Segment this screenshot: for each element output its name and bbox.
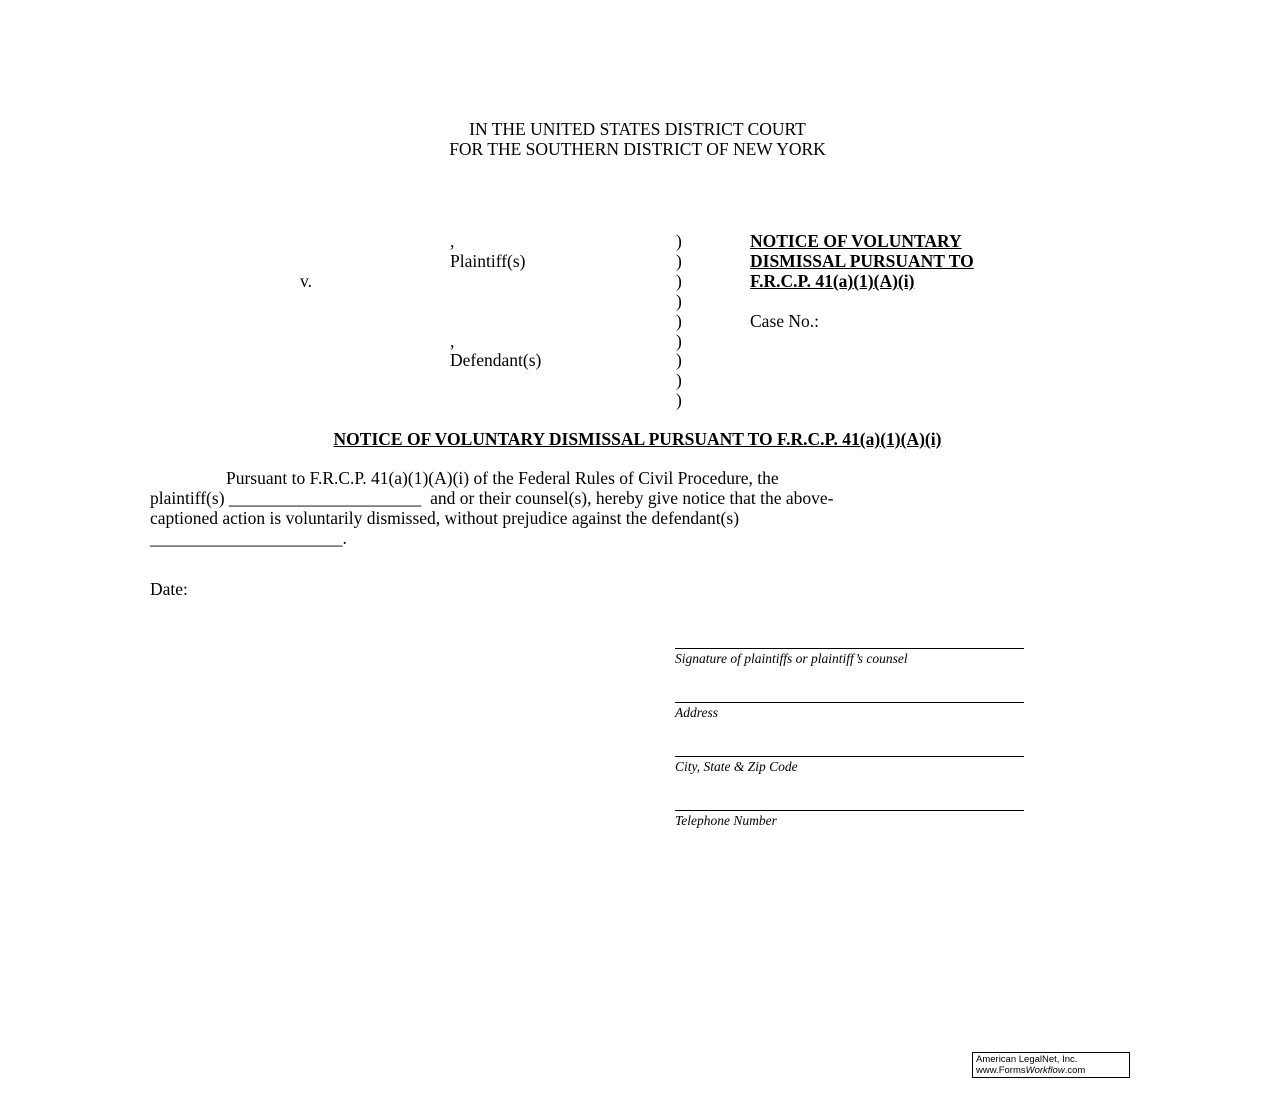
caption-title-line: NOTICE OF VOLUNTARY	[750, 231, 962, 251]
paren: )	[676, 291, 682, 311]
address-label: Address	[675, 705, 718, 720]
plaintiff-label: Plaintiff(s)	[450, 251, 526, 271]
court-name: IN THE UNITED STATES DISTRICT COURT	[469, 119, 806, 139]
document-title: NOTICE OF VOLUNTARY DISMISSAL PURSUANT TO F.R.C.P. 41(a)(1)(A)(i)	[333, 429, 942, 449]
body-line: plaintiff(s) ______________________ and or their counsel(s), hereby give notice that the above-	[150, 488, 834, 508]
body-line: captioned action is voluntarily dismissed, without prejudice against the defendant(s)	[150, 508, 740, 528]
telephone-label: Telephone Number	[675, 813, 777, 828]
body-line: Pursuant to F.R.C.P. 41(a)(1)(A)(i) of the Federal Rules of Civil Procedure, the	[226, 468, 779, 488]
defendant-label: Defendant(s)	[450, 350, 542, 370]
url-italic: Workflow	[1025, 1065, 1065, 1076]
paren: )	[676, 331, 682, 351]
body-line: ______________________.	[150, 528, 347, 548]
caption-title-line: F.R.C.P. 41(a)(1)(A)(i)	[750, 271, 915, 291]
versus: v.	[300, 271, 312, 291]
publisher-url	[976, 1065, 1126, 1076]
publisher-footer	[972, 1052, 1130, 1078]
defendant-comma: ,	[450, 331, 455, 351]
url-prefix: www.Forms	[976, 1065, 1026, 1076]
paren: )	[676, 370, 682, 390]
city-state-zip-line	[675, 756, 1024, 757]
paren: )	[676, 251, 682, 271]
paren: )	[676, 390, 682, 410]
telephone-line	[675, 810, 1024, 811]
court-district: FOR THE SOUTHERN DISTRICT OF NEW YORK	[449, 139, 826, 159]
caption-title-line: DISMISSAL PURSUANT TO	[750, 251, 974, 271]
url-suffix: .com	[1064, 1065, 1086, 1076]
signature-line	[675, 648, 1024, 649]
paren: )	[676, 311, 682, 331]
address-line	[675, 702, 1024, 703]
publisher-name: American LegalNet, Inc.	[976, 1054, 1078, 1065]
case-number-label: Case No.:	[750, 311, 820, 331]
date-label: Date:	[150, 579, 188, 599]
city-state-zip-label: City, State & Zip Code	[675, 759, 798, 774]
paren: )	[676, 350, 682, 370]
paren: )	[676, 231, 682, 251]
paren: )	[676, 271, 682, 291]
signature-label: Signature of plaintiffs or plaintiff’s counsel	[675, 651, 908, 666]
plaintiff-comma: ,	[450, 231, 455, 251]
